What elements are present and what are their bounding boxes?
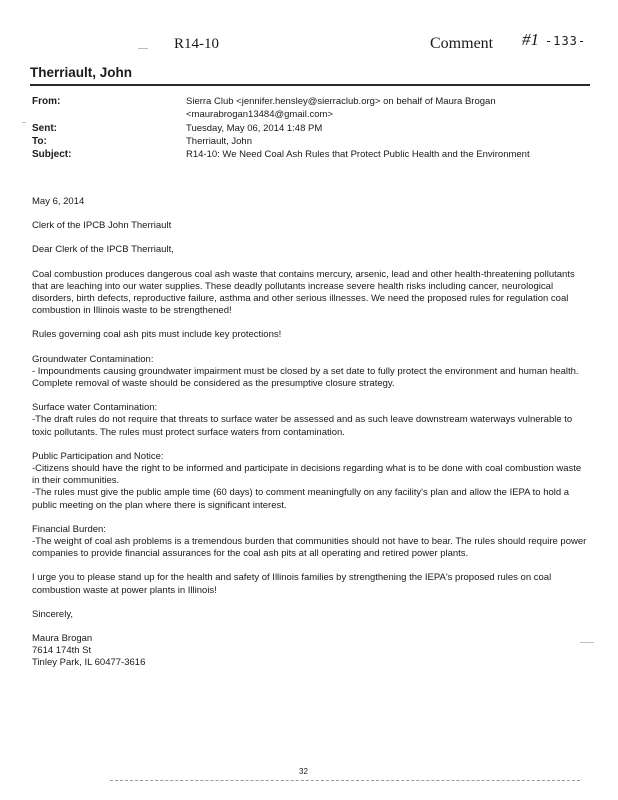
signoff: Sincerely, [32,608,74,620]
letter-date: May 6, 2014 [32,196,85,207]
to-value: Therriault, John [186,136,253,147]
public-participation-point-2: -The rules must give the public ample time (60 days) to comment meaningfully on any facility's plan and allow the IEPA to hold a public meeting on the plan where there is significant interest. [32,487,570,511]
footer-scan-line [110,780,580,781]
financial-burden-heading: Financial Burden: [32,523,106,535]
groundwater-heading: Groundwater Contamination: [32,353,154,365]
page-number: 32 [299,767,308,776]
closing-request: I urge you to please stand up for the health and safety of Illinois families by strengthening the IEPA's proposed rules on coal combustion waste at power plants in Illinois! [32,572,552,596]
letter-body [32,196,587,670]
letter-salutation: Dear Clerk of the IPCB Therriault, [32,244,174,256]
sent-value: Tuesday, May 06, 2014 1:48 PM [186,123,323,134]
sent-label: Sent: [32,123,57,134]
recipient-heading: Therriault, John [30,65,133,80]
financial-burden-point-1: -The weight of coal ash problems is a tremendous burden that communities should not have to bear. The rules should require power companies to provide financial assurances for the coal ash pits at all operating and retired power plants. [32,536,587,560]
from-value-line1: Sierra Club <jennifer.hensley@sierraclub.org> on behalf of Maura Brogan [186,96,496,107]
from-value-line2: <maurabrogan13484@gmail.com> [186,109,333,120]
stamped-page-number: -133- [545,34,587,48]
protections-line: Rules governing coal ash pits must include key protections! [32,329,282,341]
handwritten-comment-number: #1 [522,30,539,49]
groundwater-point-1: - Impoundments causing groundwater impairment must be closed by a set date to fully protect the environment and human health. [32,365,579,377]
surface-water-heading: Surface water Contamination: [32,402,158,414]
comment-label: Comment [430,35,494,52]
scan-mark [138,48,148,49]
groundwater-point-2: Complete removal of waste should be considered as the presumptive closure strategy. [32,378,395,390]
sender-name: Maura Brogan [32,633,93,645]
scan-mark [22,122,26,123]
intro-paragraph: Coal combustion produces dangerous coal ash waste that contains mercury, arsenic, lead and other health-threatening pollutants that are leaching into our water supplies. These deadly pollutants increase severe health risks including cancer, neurological disorders, birth defects, reproductive failure, asthma and other serious illnesses. We need the proposed rules for regulation coal combustion in Illinois waste to be strengthened! [32,268,575,317]
public-participation-point-1: -Citizens should have the right to be informed and participate in decisions regarding what is to be done with coal combustion waste in their communities. [32,463,582,487]
surface-water-point-1: -The draft rules do not require that threats to surface water be assessed and as such leave downstream waterways vulnerable to toxic pollutants. The rules must protect surface waters from contamination. [32,414,573,438]
from-label: From: [32,96,61,107]
letter-addressee: Clerk of the IPCB John Therriault [32,220,172,232]
heading-rule [30,84,590,86]
subject-value: R14-10: We Need Coal Ash Rules that Protect Public Health and the Environment [186,149,530,160]
sender-address: 7614 174th St [32,645,92,657]
public-participation-heading: Public Participation and Notice: [32,450,164,462]
subject-label: Subject: [32,149,72,160]
scan-mark [580,642,594,643]
docket-number: R14-10 [174,36,219,52]
to-label: To: [32,136,47,147]
sender-city: Tinley Park, IL 60477-3616 [32,657,146,669]
